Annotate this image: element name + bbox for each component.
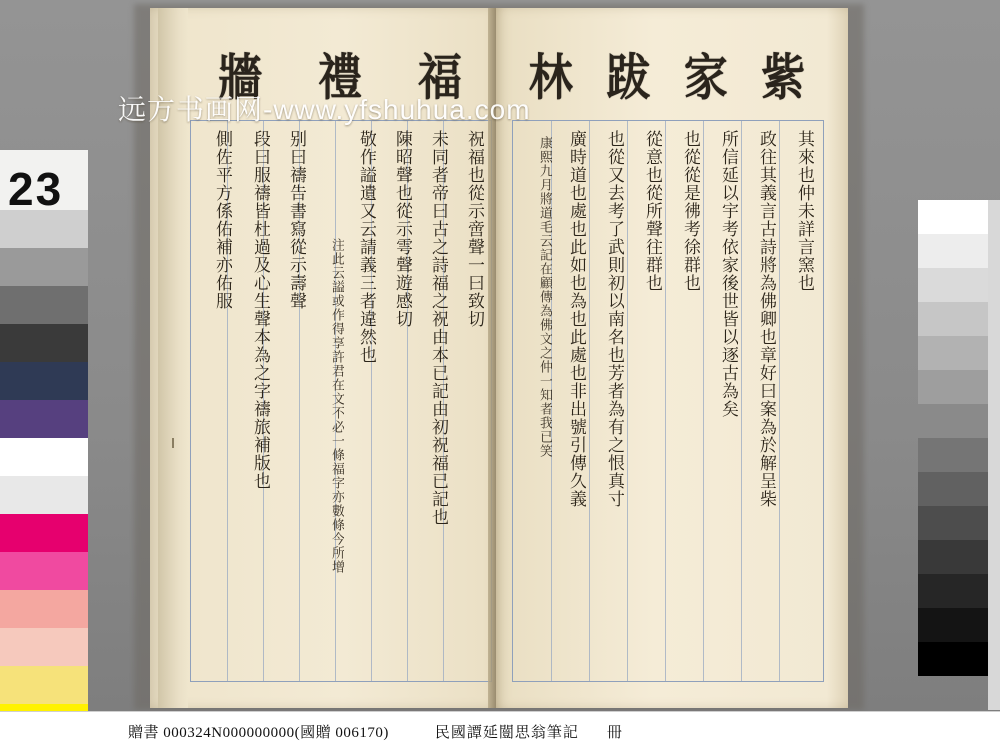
text-column: 未同者帝曰古之詩福之祝由本已記由初祝福已記也 [428,130,448,526]
color-swatch [0,248,88,286]
color-swatch [0,362,88,400]
seal-glyph: 福 [418,49,462,107]
caption-bar [0,711,1000,750]
seal-glyph: 紫 [761,49,806,107]
color-swatch [0,514,88,552]
text-column-annotation: 注此云謚或作得享許君在文不必一條福字亦數條今所增 [329,238,344,574]
text-column: 側佐平方係佑補亦佑服 [212,130,232,310]
column-rule [741,121,742,681]
color-swatch [0,324,88,362]
color-swatch [0,552,88,590]
color-swatch [0,286,88,324]
text-column: 也從又去考了武則初以南名也芳者為有之恨真寸 [604,130,624,508]
seal-header-row-right [512,38,822,108]
color-swatch [0,476,88,514]
column-rule [627,121,628,681]
target-number-label: 23 [8,163,64,215]
color-calibration-target [0,150,88,750]
color-swatch [0,628,88,666]
seal-glyph: 跋 [606,49,651,107]
seal-glyph: 林 [528,49,573,107]
grayscale-edge-strip [988,200,1000,710]
text-column: 政往其義言古詩將為佛卿也章好曰案為於解呈柴 [756,130,776,508]
column-rule [665,121,666,681]
text-column: 從意也從所聲往群也 [642,130,662,292]
column-rule [589,121,590,681]
page-tick-mark [172,438,174,448]
text-column: 祝福也從示啻聲一曰致切 [464,130,484,328]
column-rule [703,121,704,681]
color-swatch [0,590,88,628]
color-swatch-strip [0,210,88,750]
text-column: 廣時道也處也此如也為也此處也非出號引傳久義 [566,130,586,508]
seal-glyph: 禮 [318,49,362,107]
text-column: 也從從是彿考徐群也 [680,130,700,292]
column-rule [779,121,780,681]
color-swatch [0,666,88,704]
accession-number: 贈書 000324N000000000(國贈 006170) [128,724,389,741]
text-column: 别曰禱告書寫從示壽聲 [286,130,306,310]
color-swatch [0,438,88,476]
text-column: 所信延以宇考依家後世皆以逐古為矣 [718,130,738,418]
color-swatch [0,400,88,438]
collection-title: 民國譚延闓思翁筆記 [434,724,579,741]
text-column-annotation: 康熙九月將道毛云記在顧傳為佛文之仲一知者我已笑 [537,136,552,458]
text-column: 陳昭聲也從示雩聲遊感切 [392,130,412,328]
text-column: 段曰服禱皆杜過及心生聲本為之字禱旅補版也 [250,130,270,490]
seal-glyph: 家 [683,49,728,107]
text-column: 敬作謚遺又云請義三者違然也 [356,130,376,364]
site-watermark: 远方书画网-www.yfshuhua.com [118,94,531,125]
seal-glyph: 牆 [218,49,262,107]
text-column: 其來也仲未詳言窯也 [794,130,814,292]
volume-label: 冊 [606,724,622,741]
manuscript-page-right [496,8,848,708]
